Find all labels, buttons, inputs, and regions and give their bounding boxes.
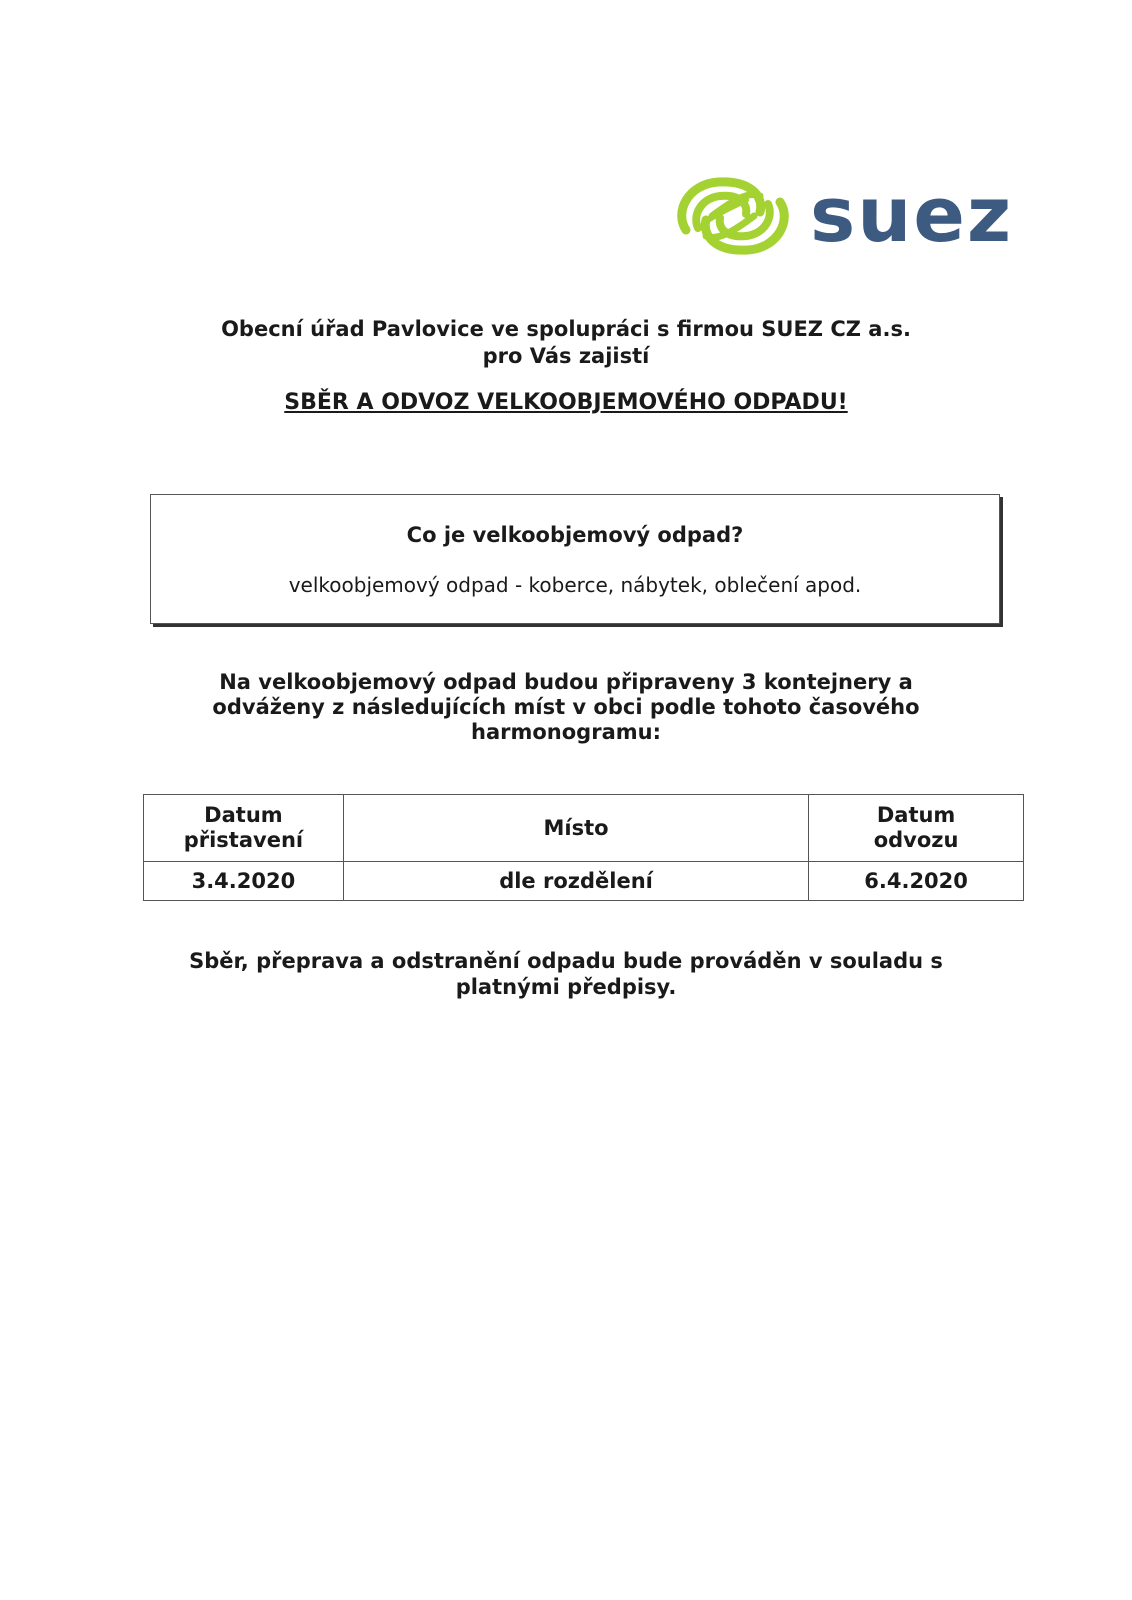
schedule-header-row [144, 795, 1024, 862]
notice-line-1: Na velkoobjemový odpad budou připraveny 3 kontejnery a [219, 670, 913, 694]
intro-text [0, 316, 1132, 370]
intro-line-2: pro Vás zajistí [482, 344, 650, 368]
footer-text [0, 948, 1132, 1000]
notice-line-2: odváženy z následujících míst v obci podle tohoto časového [212, 695, 920, 719]
cell-pickup-date: 6.4.2020 [809, 862, 1024, 901]
notice-text [0, 670, 1132, 745]
schedule-table [143, 794, 1024, 901]
footer-line-2: platnými předpisy. [455, 975, 677, 999]
intro-line-1: Obecní úřad Pavlovice ve spolupráci s firmou SUEZ CZ a.s. [221, 317, 911, 341]
page-headline: SBĚR A ODVOZ VELKOOBJEMOVÉHO ODPADU! [284, 390, 848, 415]
cell-place: dle rozdělení [343, 862, 808, 901]
header-pickup-line-1: Datum [876, 803, 956, 827]
suez-logo [668, 166, 1014, 266]
suez-wordmark: suez [810, 170, 1014, 259]
info-box-title: Co je velkoobjemový odpad? [406, 523, 744, 547]
suez-swirl-icon [668, 166, 798, 266]
cell-delivery-date: 3.4.2020 [144, 862, 344, 901]
header-delivery-date [144, 795, 344, 862]
header-pickup-date [809, 795, 1024, 862]
table-row [144, 862, 1024, 901]
header-delivery-line-2: přistavení [183, 828, 304, 852]
header-delivery-line-1: Datum [204, 803, 283, 827]
header-pickup-line-2: odvozu [873, 828, 959, 852]
info-box [150, 494, 1000, 624]
notice-line-3: harmonogramu: [471, 720, 661, 744]
info-box-text: velkoobjemový odpad - koberce, nábytek, oblečení apod. [288, 573, 862, 597]
header-place: Místo [343, 795, 808, 862]
footer-line-1: Sběr, přeprava a odstranění odpadu bude prováděn v souladu s [189, 949, 943, 973]
